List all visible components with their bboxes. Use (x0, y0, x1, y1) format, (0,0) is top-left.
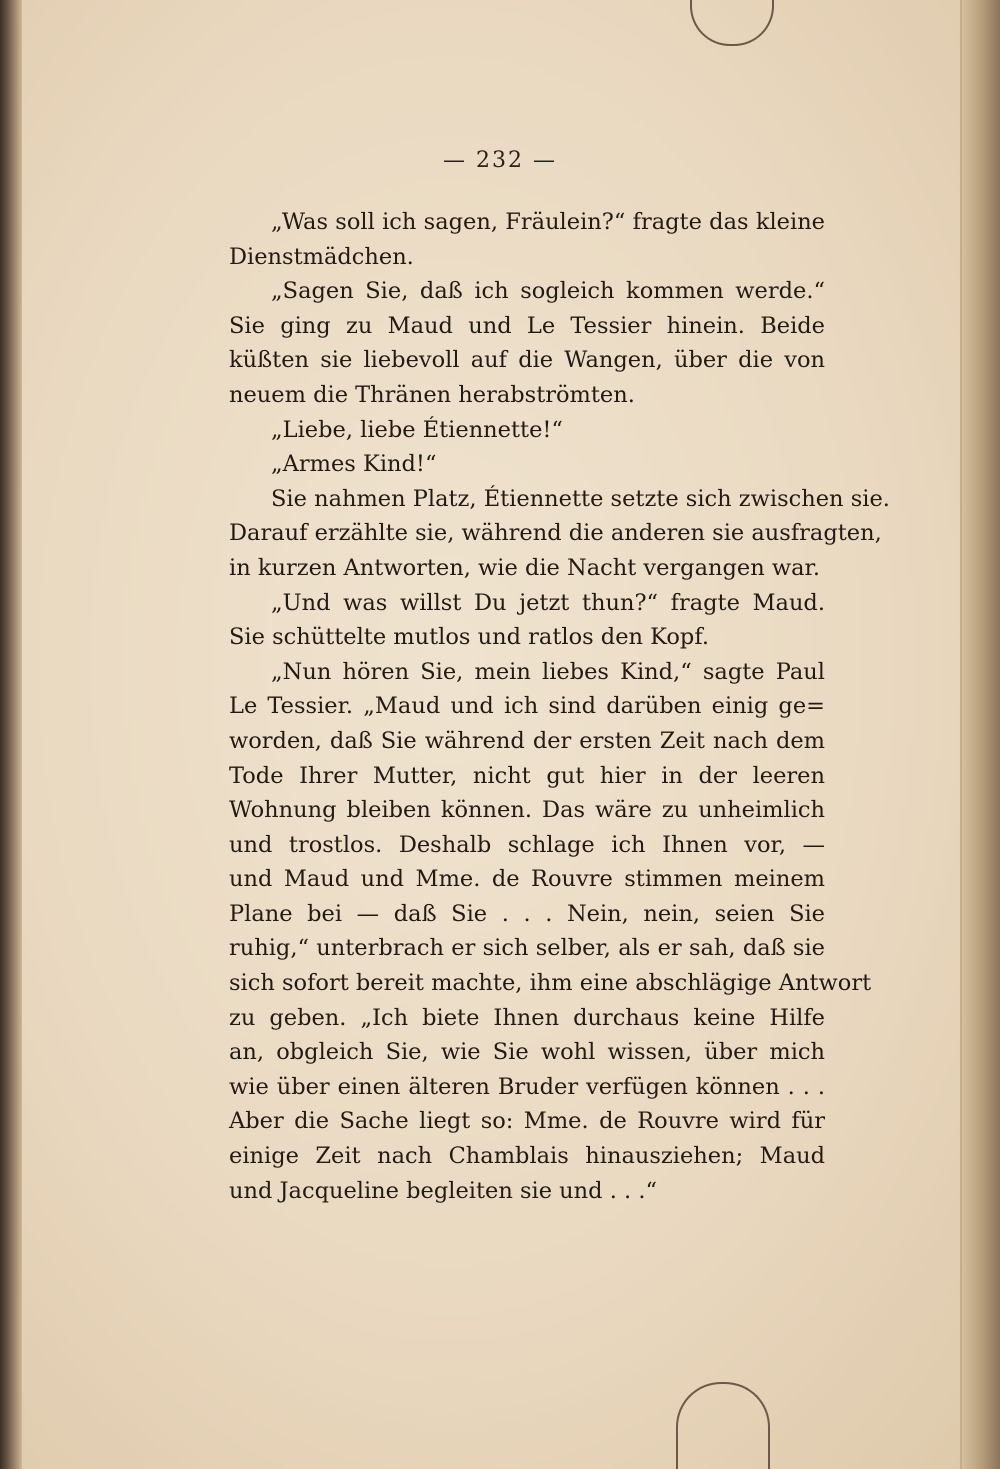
text-line: neuem die Thränen herabströmten. (229, 381, 635, 408)
text-line: Darauf erzählte sie, während die anderen sie ausfragten, (229, 520, 882, 547)
text-line: und Jacqueline begleiten sie und . . .“ (229, 1177, 657, 1204)
text-line: Sie schüttelte mutlos und ratlos den Kopf. (229, 624, 710, 651)
text-line: Le Tessier. „Maud und ich sind darüben einig ge= (229, 693, 825, 720)
text-line: Sie ging zu Maud und Le Tessier hinein. Beide (229, 312, 825, 339)
page-fold-line (960, 0, 962, 1469)
text-line: Aber die Sache liegt so: Mme. de Rouvre wird für (229, 1108, 825, 1135)
text-line: wie über einen älteren Bruder verfügen können . . . (229, 1073, 825, 1100)
page-outer-edge (962, 0, 1000, 1469)
page-number: — 232 — (443, 148, 557, 173)
text-line: an, obgleich Sie, wie Sie wohl wissen, über mich (229, 1039, 825, 1066)
text-line: Tode Ihrer Mutter, nicht gut hier in der leeren (229, 762, 825, 789)
page-binding-edge (0, 0, 22, 1469)
text-line: sich sofort bereit machte, ihm eine abschlägige Antwort (229, 970, 872, 997)
text-line: Plane bei — daß Sie . . . Nein, nein, seien Sie (229, 900, 825, 927)
text-line: „Und was willst Du jetzt thun?“ fragte Maud. (271, 589, 825, 616)
text-line: „Liebe, liebe Étiennette!“ (271, 416, 563, 443)
text-line: Sie nahmen Platz, Étiennette setzte sich zwischen sie. (271, 485, 890, 512)
text-line: „Armes Kind!“ (271, 451, 437, 478)
text-line: „Was soll ich sagen, Fräulein?“ fragte das kleine (271, 209, 825, 235)
text-line: ruhig,“ unterbrach er sich selber, als er sah, daß sie (229, 935, 825, 962)
text-line: einige Zeit nach Chamblais hinausziehen; Maud (229, 1143, 825, 1170)
text-line: küßten sie liebevoll auf die Wangen, über die von (229, 347, 825, 374)
top-clip-outline (690, 0, 774, 46)
text-line: „Sagen Sie, daß ich sogleich kommen werde.“ (271, 278, 825, 305)
text-line: Wohnung bleiben können. Das wäre zu unheimlich (229, 797, 825, 824)
text-line: „Nun hören Sie, mein liebes Kind,“ sagte Paul (271, 658, 825, 685)
text-line: und Maud und Mme. de Rouvre stimmen meinem (229, 866, 825, 893)
text-line: zu geben. „Ich biete Ihnen durchaus keine Hilfe (229, 1004, 825, 1031)
bottom-clip-outline (676, 1382, 770, 1469)
text-line: in kurzen Antworten, wie die Nacht vergangen war. (229, 554, 820, 581)
text-line: Dienstmädchen. (229, 243, 414, 270)
body-text (229, 205, 890, 1208)
text-line: worden, daß Sie während der ersten Zeit nach dem (229, 727, 825, 754)
text-line: und trostlos. Deshalb schlage ich Ihnen vor, — (229, 831, 825, 858)
